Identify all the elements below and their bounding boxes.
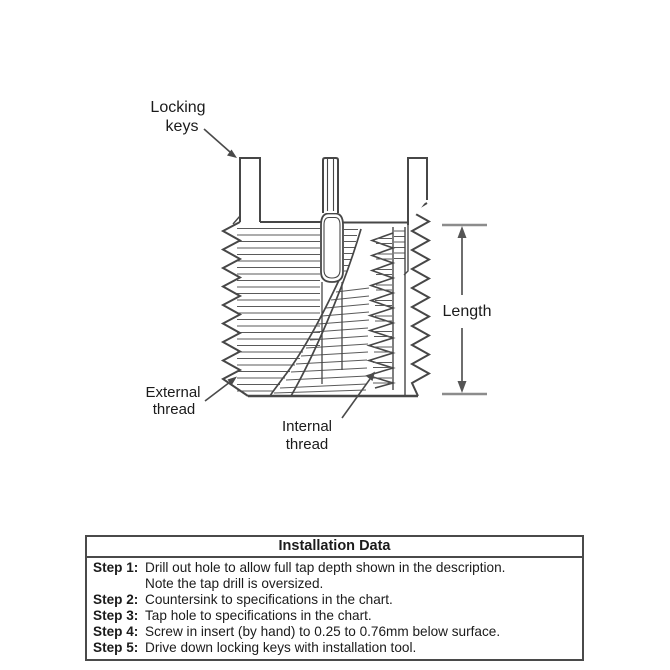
step-label: Step 1: [93, 560, 139, 575]
step-label: Step 2: [93, 592, 139, 607]
internal-thread-label-line2: thread [285, 436, 329, 453]
step-label: Step 4: [93, 624, 139, 639]
internal-thread-label-line1: Internal [281, 418, 333, 435]
left-locking-key [240, 158, 260, 222]
table-title: Installation Data [87, 537, 582, 558]
step-text: Screw in insert (by hand) to 0.25 to 0.76mm below surface. [145, 624, 501, 639]
table-row [93, 592, 580, 608]
external-thread-right-zigzag [412, 203, 429, 396]
table-body [87, 558, 582, 659]
table-row [93, 624, 580, 640]
center-locking-key [323, 158, 338, 213]
table-row [93, 608, 580, 624]
table-row [93, 560, 580, 592]
table-row [93, 640, 580, 656]
locking-keys-leader [204, 129, 230, 152]
step-text: Tap hole to specifications in the chart. [145, 608, 372, 623]
step-text: Countersink to specifications in the chart. [145, 592, 393, 607]
dimension-arrowhead-up [458, 226, 467, 238]
locking-keys-label-line1: Locking [150, 99, 206, 116]
external-thread-label-line1: External [145, 384, 201, 401]
locking-keys-label-line2: keys [165, 118, 199, 135]
dimension-arrowhead-down [458, 381, 467, 393]
external-thread-leader [205, 382, 230, 401]
internal-thread-teeth [368, 233, 393, 388]
step-text-line: Drill out hole to allow full tap depth shown in the description. [145, 560, 506, 575]
length-label: Length [442, 303, 492, 320]
external-thread-label-line2: thread [152, 401, 196, 418]
step-text: Drive down locking keys with installation tool. [145, 640, 417, 655]
step-label: Step 5: [93, 640, 139, 655]
step-label: Step 3: [93, 608, 139, 623]
installation-data-table [85, 535, 584, 661]
step-text-line: Note the tap drill is oversized. [145, 576, 324, 591]
step-text [145, 560, 580, 592]
